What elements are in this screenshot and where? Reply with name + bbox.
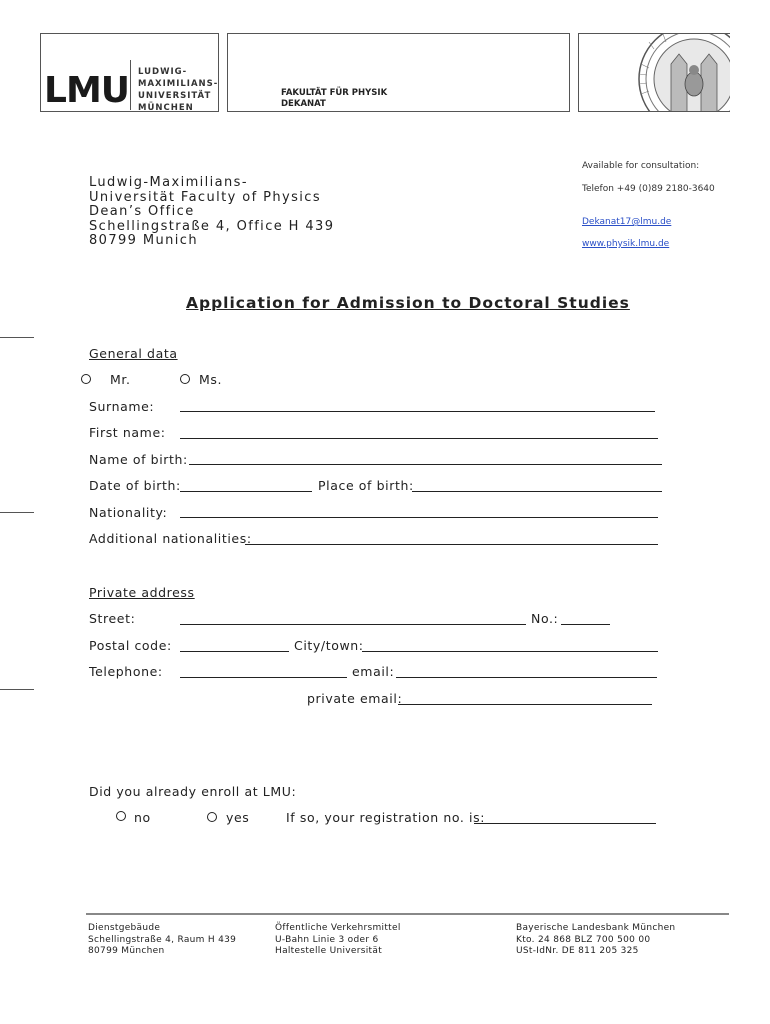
- lmu-logo-mark: LMU: [44, 70, 129, 111]
- postal-code-field[interactable]: [180, 651, 289, 652]
- private-address-heading: Private address: [89, 585, 195, 600]
- name-of-birth-label: Name of birth:: [89, 452, 188, 467]
- footer-rule: [86, 913, 729, 915]
- house-number-label: No.:: [531, 611, 559, 626]
- contact-phone: Telefon +49 (0)89 2180-3640: [582, 184, 715, 194]
- header-seal-box: [578, 33, 730, 112]
- street-field[interactable]: [180, 624, 526, 625]
- header-faculty-box: [227, 33, 570, 112]
- footer-line: Dienstgebäude: [88, 923, 161, 933]
- footer-building: [88, 923, 236, 958]
- nationality-label: Nationality:: [89, 505, 168, 520]
- place-of-birth-label: Place of birth:: [318, 478, 414, 493]
- general-data-heading: General data: [89, 346, 178, 361]
- footer-line: 80799 München: [88, 946, 165, 956]
- logo-text-line: MÜNCHEN: [138, 103, 194, 113]
- footer-transport: [275, 923, 401, 958]
- registration-number-label: If so, your registration no. is:: [286, 810, 486, 825]
- footer-line: Kto. 24 868 BLZ 700 500 00: [516, 934, 651, 945]
- faculty-label: [281, 88, 387, 110]
- address-line: Ludwig-Maximilians-: [89, 175, 248, 190]
- salutation-mr-radio[interactable]: [81, 374, 91, 384]
- address-line: 80799 Munich: [89, 233, 198, 248]
- recipient-address: [89, 176, 334, 249]
- address-line: Universität Faculty of Physics: [89, 189, 321, 205]
- first-name-label: First name:: [89, 425, 166, 440]
- enroll-no-radio[interactable]: [116, 811, 126, 821]
- city-field[interactable]: [362, 651, 658, 652]
- surname-field[interactable]: [180, 411, 655, 412]
- address-line: Schellingstraße 4, Office H 439: [89, 218, 335, 234]
- faculty-line2: DEKANAT: [281, 99, 326, 109]
- postal-code-label: Postal code:: [89, 638, 172, 653]
- footer-line: Öffentliche Verkehrsmittel: [275, 923, 401, 933]
- first-name-field[interactable]: [180, 438, 658, 439]
- additional-nationalities-label: Additional nationalities:: [89, 531, 252, 546]
- additional-nationalities-field[interactable]: [245, 544, 658, 545]
- form-title: Application for Admission to Doctoral Studies: [186, 294, 630, 312]
- salutation-mr-label: Mr.: [110, 372, 131, 387]
- footer-line: Bayerische Landesbank München: [516, 923, 676, 933]
- logo-text-line: MAXIMILIANS-: [138, 79, 219, 89]
- footer-line: USt-IdNr. DE 811 205 325: [516, 946, 639, 956]
- salutation-ms-label: Ms.: [199, 372, 223, 387]
- nationality-field[interactable]: [180, 517, 658, 518]
- date-of-birth-field[interactable]: [180, 491, 312, 492]
- logo-divider: [130, 60, 131, 110]
- private-email-label: private email:: [307, 691, 403, 706]
- fold-mark: [0, 337, 34, 338]
- street-label: Street:: [89, 611, 136, 626]
- logo-text-line: UNIVERSITÄT: [138, 91, 212, 101]
- fold-mark: [0, 689, 34, 690]
- footer-line: Haltestelle Universität: [275, 946, 383, 956]
- place-of-birth-field[interactable]: [412, 491, 662, 492]
- name-of-birth-field[interactable]: [189, 464, 662, 465]
- footer-line: U-Bahn Linie 3 oder 6: [275, 934, 379, 945]
- enroll-no-label: no: [134, 810, 151, 825]
- contact-email-link[interactable]: Dekanat17@lmu.de: [582, 217, 672, 227]
- house-number-field[interactable]: [561, 624, 610, 625]
- registration-number-field[interactable]: [474, 823, 656, 824]
- email-field[interactable]: [396, 677, 657, 678]
- logo-text-line: LUDWIG-: [138, 67, 188, 77]
- private-email-field[interactable]: [398, 704, 652, 705]
- date-of-birth-label: Date of birth:: [89, 478, 181, 493]
- telephone-field[interactable]: [180, 677, 347, 678]
- enroll-yes-label: yes: [226, 810, 250, 825]
- footer-line: Schellingstraße 4, Raum H 439: [88, 934, 237, 945]
- logo-text: [138, 66, 218, 114]
- faculty-line1: FAKULTÄT FÜR PHYSIK: [281, 88, 388, 98]
- consultation-heading: Available for consultation:: [582, 161, 700, 171]
- email-label: email:: [352, 664, 395, 679]
- city-label: City/town:: [294, 638, 364, 653]
- university-seal-icon: [579, 34, 730, 112]
- footer-bank: [516, 923, 675, 958]
- salutation-ms-radio[interactable]: [180, 374, 190, 384]
- surname-label: Surname:: [89, 399, 155, 414]
- enroll-yes-radio[interactable]: [207, 812, 217, 822]
- enroll-question: Did you already enroll at LMU:: [89, 784, 297, 799]
- contact-website-link[interactable]: www.physik.lmu.de: [582, 239, 670, 249]
- telephone-label: Telephone:: [89, 664, 163, 679]
- fold-mark: [0, 512, 34, 513]
- address-line: Dean’s Office: [89, 204, 195, 219]
